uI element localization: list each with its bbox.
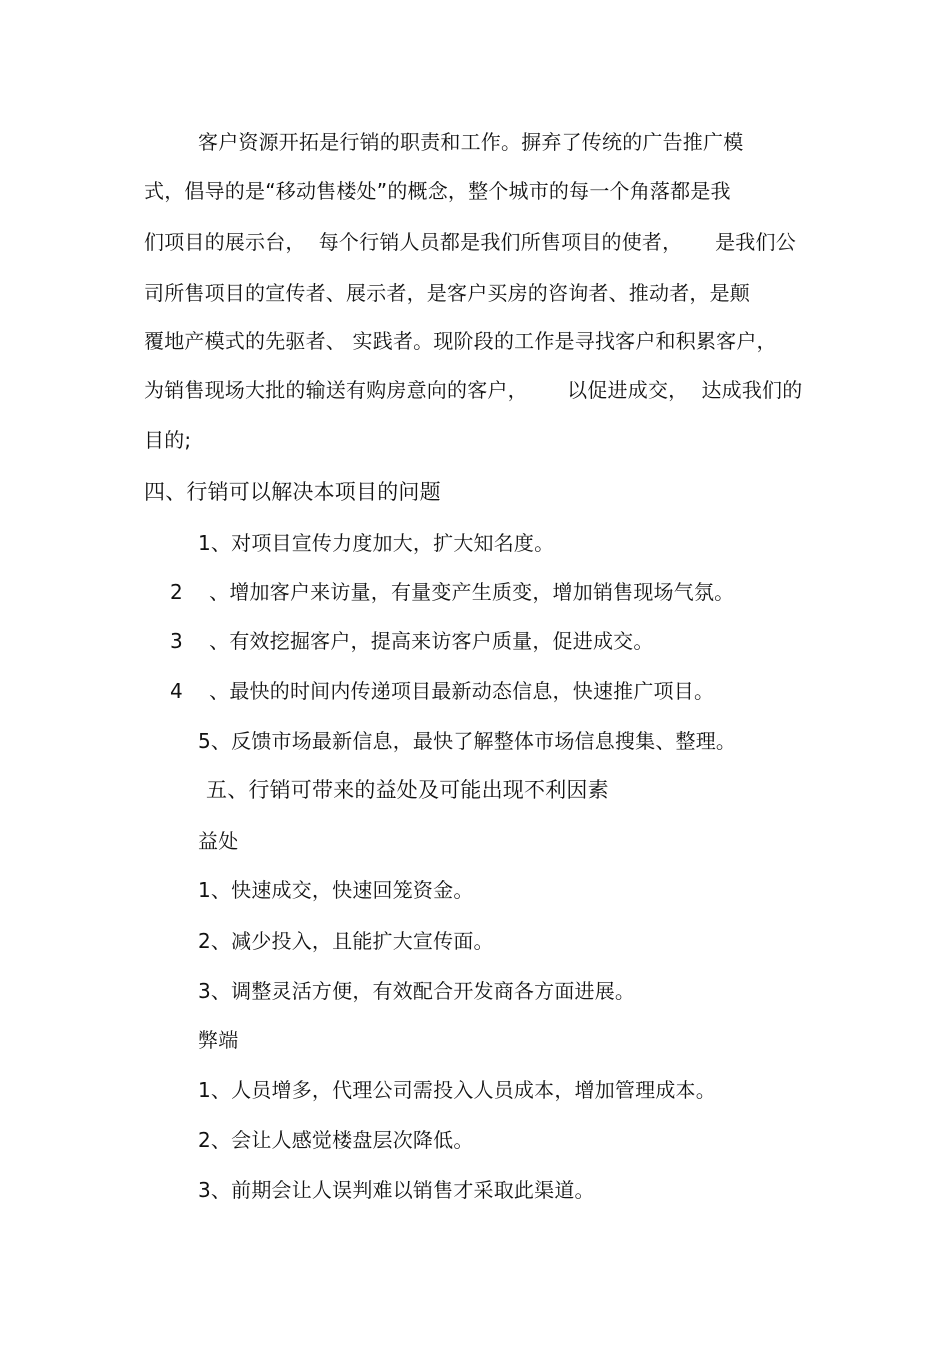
paragraph-line: 目的;	[144, 428, 192, 452]
list-item: 3、前期会让人误判难以销售才采取此渠道。	[198, 1178, 595, 1202]
list-item: 3、调整灵活方便，有效配合开发商各方面进展。	[198, 979, 636, 1003]
list-item: 4 、最快的时间内传递项目最新动态信息，快速推广项目。	[170, 679, 715, 703]
paragraph-line: 客户资源开拓是行销的职责和工作。摒弃了传统的广告推广模	[198, 130, 744, 154]
section-heading-4: 四、行销可以解决本项目的问题	[144, 480, 441, 504]
subheading-drawbacks: 弊端	[198, 1028, 239, 1052]
paragraph-line: 式，倡导的是“移动售楼处”的概念，整个城市的每一个角落都是我	[144, 179, 731, 203]
list-item: 1、快速成交，快速回笼资金。	[198, 878, 474, 902]
paragraph-line: 们项目的展示台， 每个行销人员都是我们所售项目的使者， 是我们公	[144, 230, 796, 254]
list-item: 1、人员增多，代理公司需投入人员成本，增加管理成本。	[198, 1078, 716, 1102]
list-item: 1、对项目宣传力度加大，扩大知名度。	[198, 531, 555, 555]
paragraph-line: 为销售现场大批的输送有购房意向的客户， 以促进成交， 达成我们的	[144, 378, 803, 402]
section-heading-5: 五、行销可带来的益处及可能出现不利因素	[206, 778, 609, 802]
list-item: 2、会让人感觉楼盘层次降低。	[198, 1128, 474, 1152]
list-item: 5、反馈市场最新信息，最快了解整体市场信息搜集、整理。	[198, 729, 737, 753]
subheading-benefits: 益处	[198, 829, 239, 853]
paragraph-line: 司所售项目的宣传者、展示者，是客户买房的咨询者、推动者，是颠	[144, 281, 750, 305]
paragraph-line: 覆地产模式的先驱者、 实践者。现阶段的工作是寻找客户和积累客户，	[144, 329, 777, 353]
list-item: 3 、有效挖掘客户，提高来访客户质量，促进成交。	[170, 629, 654, 653]
list-item: 2、减少投入，且能扩大宣传面。	[198, 929, 494, 953]
list-item: 2 、增加客户来访量，有量变产生质变，增加销售现场气氛。	[170, 580, 735, 604]
